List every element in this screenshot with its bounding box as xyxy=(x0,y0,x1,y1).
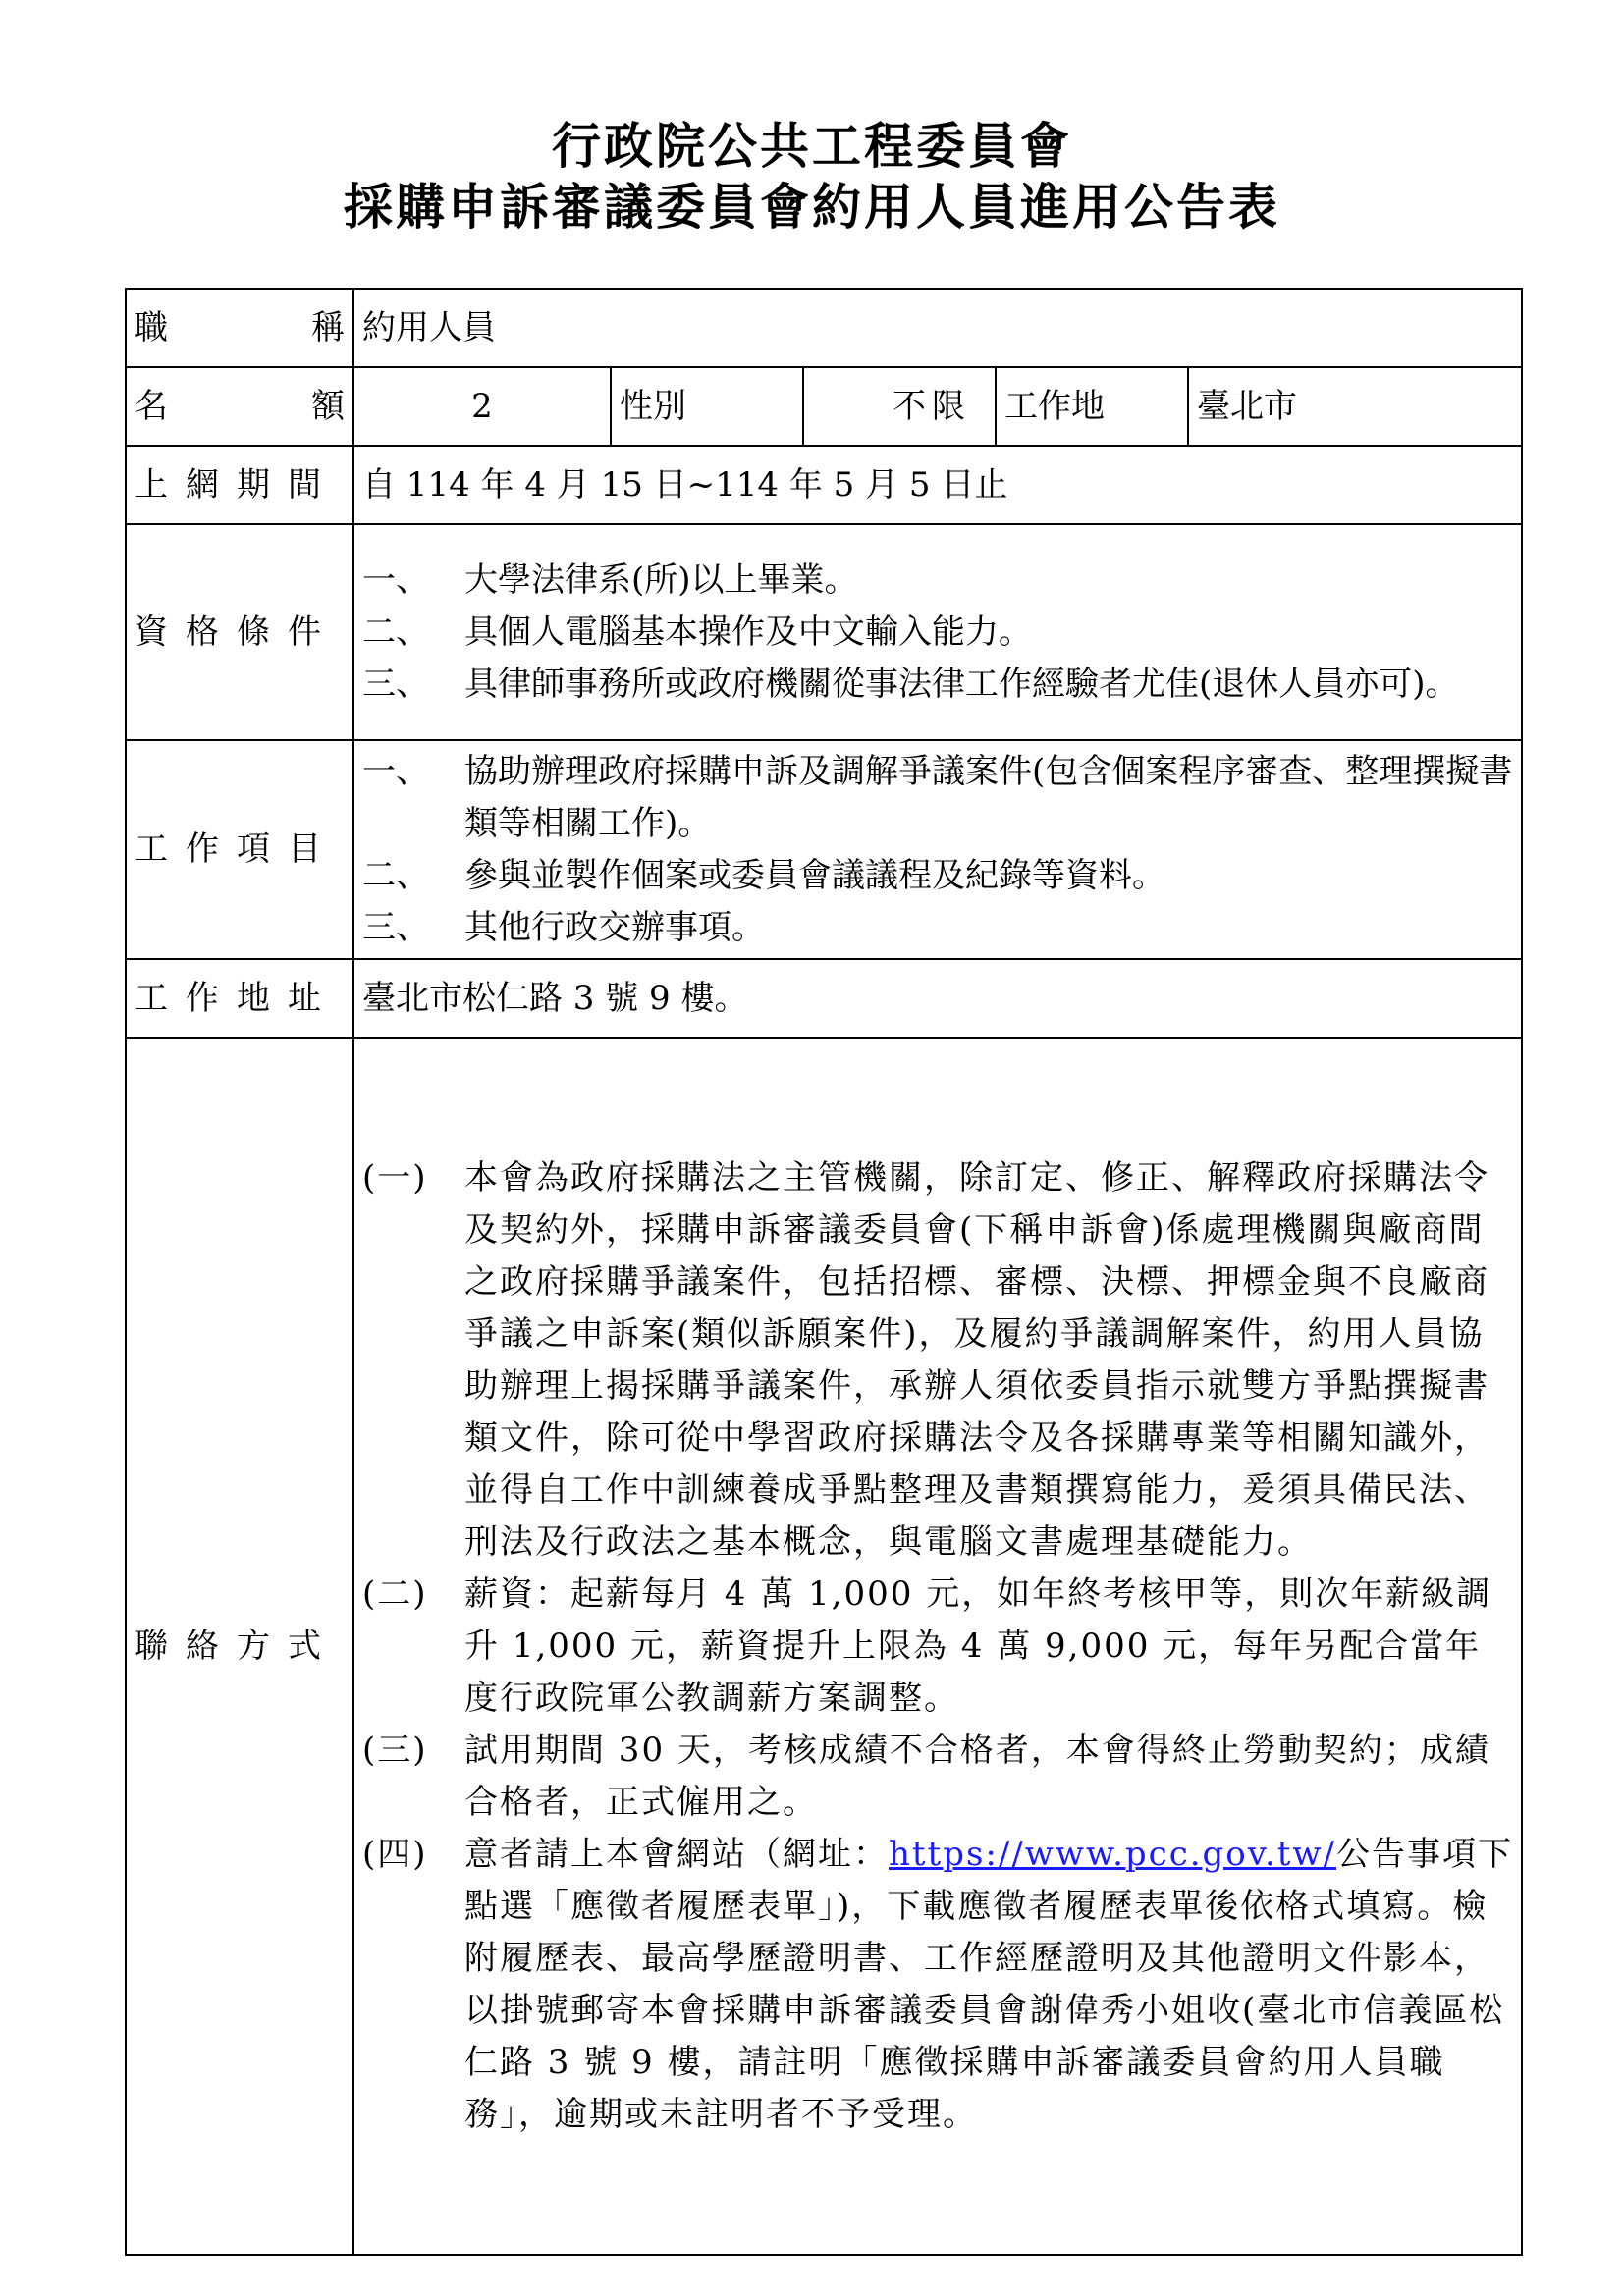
contact-item xyxy=(362,1569,1513,1725)
recruitment-table xyxy=(125,288,1523,2256)
duty-item xyxy=(362,850,1513,902)
duty-text: 其他行政交辦事項。 xyxy=(464,907,765,947)
contact-text: 試用期間 30 天，考核成績不合格者，本會得終止勞動契約；成績合格者，正式僱用之。 xyxy=(464,1730,1490,1822)
qualification-num: 一、 xyxy=(362,560,429,600)
contact-text-before-url: 意者請上本會網站（網址： xyxy=(464,1834,889,1874)
duty-text: 參與並製作個案或委員會議議程及紀錄等資料。 xyxy=(464,855,1165,895)
qualification-text: 大學法律系(所)以上畢業。 xyxy=(464,560,858,600)
row-contact xyxy=(126,1038,1522,2255)
contact-text-after-url: 公告事項下點選「應徵者履歷表單」)，下載應徵者履歷表單後依格式填寫。檢附履歷表、最高學歷證明書、工作經歷證明及其他證明文件影本，以掛號郵寄本會採購申訴審議委員會謝偉秀小姐收(臺北市信義區松仁路 3 號 9 樓，請註明「應徵採購申訴審議委員會約用人員職務」，逾期或未註明者不予受理。 xyxy=(464,1834,1513,2134)
label-posting-period: 上網期間 xyxy=(126,446,353,524)
contact-num: (四) xyxy=(362,1834,428,1874)
qualification-text: 具個人電腦基本操作及中文輸入能力。 xyxy=(464,612,1032,652)
value-duties xyxy=(353,740,1522,959)
duty-item xyxy=(362,902,1513,954)
contact-num: (三) xyxy=(362,1730,428,1770)
contact-text xyxy=(464,1829,1513,2141)
value-posting-period: 自 114 年 4 月 15 日~114 年 5 月 5 日止 xyxy=(353,446,1522,524)
value-qualifications xyxy=(353,524,1522,740)
label-contact: 聯絡方式 xyxy=(126,1038,353,2255)
qualification-item xyxy=(362,659,1513,711)
row-address xyxy=(126,959,1522,1038)
contact-num: (一) xyxy=(362,1157,428,1198)
label-duties: 工作項目 xyxy=(126,740,353,959)
contact-num: (二) xyxy=(362,1574,428,1614)
qualification-num: 二、 xyxy=(362,612,429,652)
label-qualifications: 資格條件 xyxy=(126,524,353,740)
duty-num: 一、 xyxy=(362,751,429,791)
qualification-item xyxy=(362,555,1513,607)
document-title-line2: 採購申訴審議委員會約用人員進用公告表 xyxy=(344,178,1280,236)
label-quota xyxy=(126,367,353,446)
label-job-title-right: 稱 xyxy=(311,307,345,347)
contact-item xyxy=(362,1725,1513,1829)
row-quota xyxy=(126,367,1522,446)
qualification-text: 具律師事務所或政府機關從事法律工作經驗者尤佳(退休人員亦可)。 xyxy=(464,664,1459,704)
document-title-line1: 行政院公共工程委員會 xyxy=(552,117,1072,175)
contact-text: 薪資：起薪每月 4 萬 1,000 元，如年終考核甲等，則次年薪級調升 1,000 元，薪資提升上限為 4 萬 9,000 元，每年另配合當年度行政院軍公教調薪方案調整。 xyxy=(464,1574,1492,1718)
value-work-location: 臺北市 xyxy=(1188,367,1522,446)
row-job-title xyxy=(126,289,1522,367)
contact-text: 本會為政府採購法之主管機關，除訂定、修正、解釋政府採購法令及契約外，採購申訴審議委員會(下稱申訴會)係處理機關與廠商間之政府採購爭議案件，包括招標、審標、決標、押標金與不良廠商爭議之申訴案(類似訴願案件)，及履約爭議調解案件，約用人員協助辦理上揭採購爭議案件，承辦人須依委員指示就雙方爭點撰擬書類文件，除可從中學習政府採購法令及各採購專業等相關知識外，並得自工作中訓練養成爭點整理及書類撰寫能力，爰須具備民法、刑法及行政法之基本概念，與電腦文書處理基礎能力。 xyxy=(464,1157,1489,1562)
label-quota-right: 額 xyxy=(311,386,345,426)
label-gender: 性別 xyxy=(611,367,803,446)
label-job-title-left: 職 xyxy=(135,307,168,347)
row-posting-period xyxy=(126,446,1522,524)
label-quota-left: 名 xyxy=(135,386,168,426)
contact-item xyxy=(362,1152,1513,1569)
value-quota: 2 xyxy=(353,367,611,446)
label-work-location: 工作地 xyxy=(996,367,1188,446)
row-duties xyxy=(126,740,1522,959)
value-job-title: 約用人員 xyxy=(353,289,1522,367)
value-gender: 不限 xyxy=(803,367,996,446)
pcc-website-link[interactable]: https://www.pcc.gov.tw/ xyxy=(889,1834,1336,1874)
value-address: 臺北市松仁路 3 號 9 樓。 xyxy=(353,959,1522,1038)
contact-item xyxy=(362,1829,1513,2141)
qualification-num: 三、 xyxy=(362,664,429,704)
duty-item xyxy=(362,746,1513,850)
duty-num: 三、 xyxy=(362,907,429,947)
label-job-title xyxy=(126,289,353,367)
label-address: 工作地址 xyxy=(126,959,353,1038)
value-contact xyxy=(353,1038,1522,2255)
qualification-item xyxy=(362,607,1513,659)
row-qualifications xyxy=(126,524,1522,740)
duty-text: 協助辦理政府採購申訴及調解爭議案件(包含個案程序審查、整理撰擬書類等相關工作)。 xyxy=(464,751,1513,843)
duty-num: 二、 xyxy=(362,855,429,895)
